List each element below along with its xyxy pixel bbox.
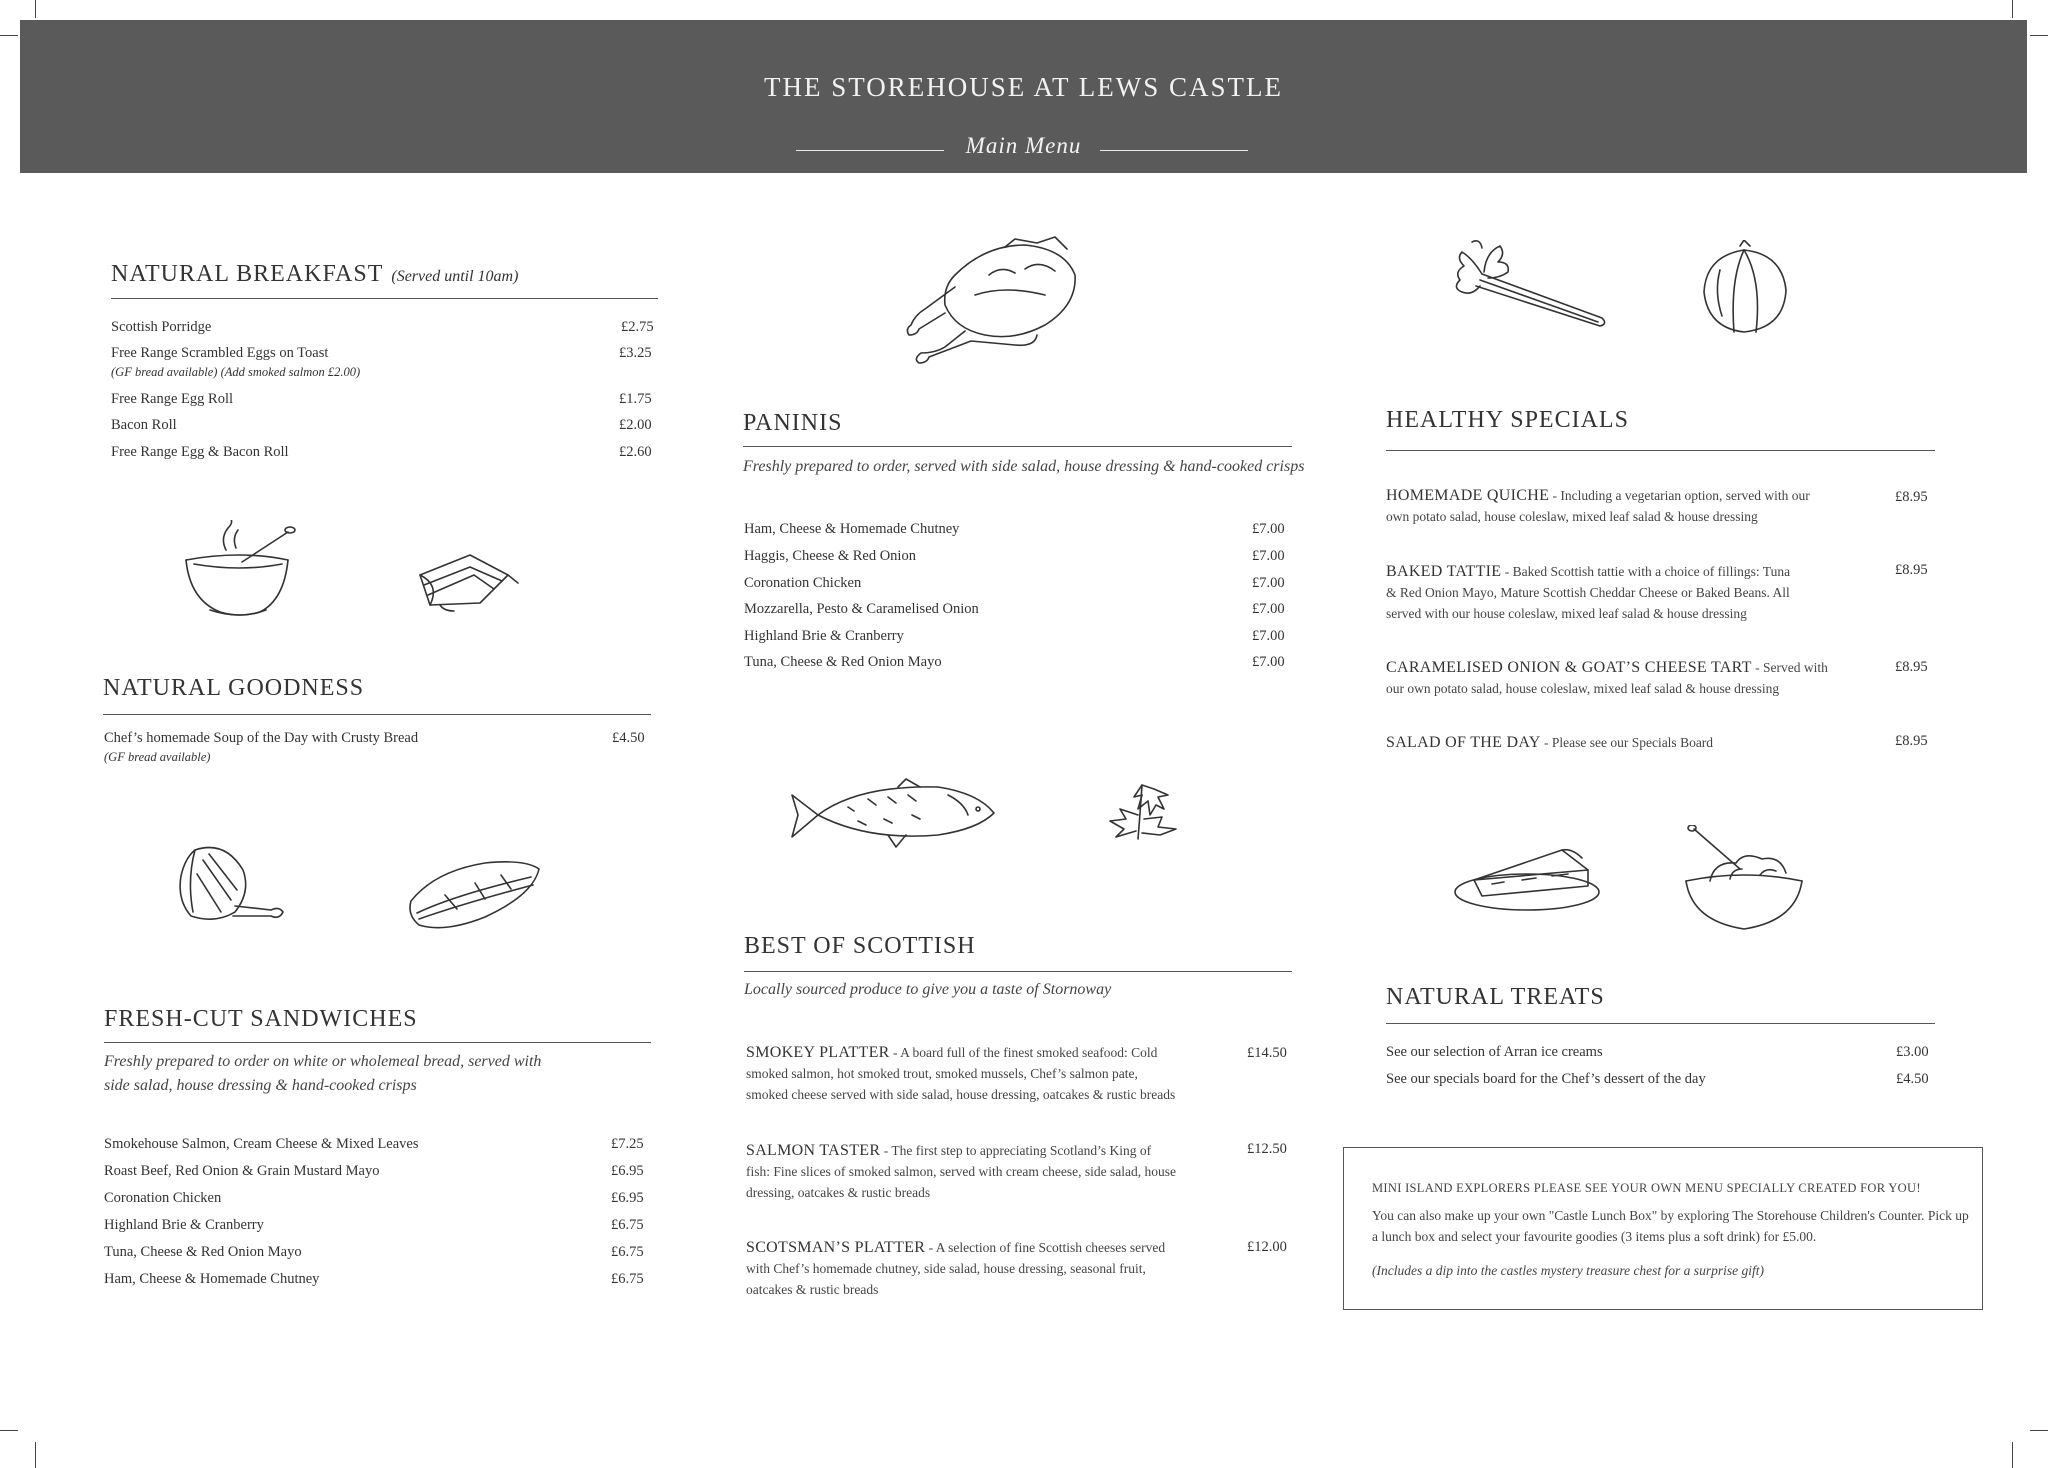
- healthy-title: HEALTHY SPECIALS: [1386, 407, 1629, 433]
- porridge-bowl-sketch: [180, 520, 300, 620]
- item-price: £8.95: [1895, 733, 1928, 749]
- celery-sketch: [1452, 238, 1612, 330]
- item-name: SMOKEY PLATTER: [746, 1044, 890, 1061]
- breakfast-note: (Served until 10am): [391, 268, 519, 285]
- item-name: SALMON TASTER: [746, 1142, 881, 1159]
- item-name: Ham, Cheese & Homemade Chutney: [104, 1271, 320, 1287]
- crop-mark: [2030, 35, 2048, 36]
- item-name: Tuna, Cheese & Red Onion Mayo: [104, 1244, 302, 1260]
- baguette-sketch: [405, 855, 545, 935]
- ham-sketch: [175, 840, 293, 926]
- special-item: SALAD OF THE DAY - Please see our Specials Board: [1386, 734, 1714, 751]
- item-name: Chef’s homemade Soup of the Day with Crusty Bread: [104, 730, 419, 746]
- healthy-rule: [1386, 450, 1935, 451]
- item-price: £7.25: [611, 1136, 644, 1152]
- item-name: Scottish Porridge: [111, 319, 212, 335]
- herb-leaf-sketch: [1098, 775, 1184, 845]
- sandwich-sketch: [410, 545, 522, 617]
- item-price: £8.95: [1895, 562, 1928, 578]
- platter-item: SMOKEY PLATTER - A board full of the finest smoked seafood: Cold smoked salmon, hot smoked trout, smoked mussels, Chef’s salmon pate, smoked cheese served with side salad, house dressing, oatcakes & rustic breads: [746, 1044, 1176, 1102]
- item-price: £1.75: [619, 391, 652, 407]
- scottish-rule: [744, 971, 1292, 972]
- item-name: HOMEMADE QUICHE: [1386, 487, 1550, 504]
- item-price: £2.00: [619, 417, 652, 433]
- paninis-intro: Freshly prepared to order, served with side salad, house dressing & hand-cooked crisps: [743, 458, 1305, 475]
- goodness-title: NATURAL GOODNESS: [103, 675, 365, 701]
- item-name: Bacon Roll: [111, 417, 177, 433]
- crop-mark: [0, 35, 18, 36]
- item-price: £6.75: [611, 1217, 644, 1233]
- cheesecake-sketch: [1452, 840, 1602, 915]
- item-price: £7.00: [1252, 575, 1285, 591]
- item-price: £7.00: [1252, 548, 1285, 564]
- item-price: £7.00: [1252, 654, 1285, 670]
- breakfast-title: NATURAL BREAKFAST (Served until 10am): [111, 261, 519, 287]
- ice-cream-bowl-sketch: [1680, 825, 1810, 933]
- item-price: £8.95: [1895, 489, 1928, 505]
- item-name: Free Range Scrambled Eggs on Toast: [111, 345, 329, 361]
- item-name: CARAMELISED ONION & GOAT’S CHEESE TART: [1386, 659, 1752, 676]
- item-price: £14.50: [1247, 1045, 1287, 1061]
- item-price: £6.75: [611, 1271, 644, 1287]
- item-price: £2.60: [619, 444, 652, 460]
- kids-footnote: (Includes a dip into the castles mystery treasure chest for a surprise gift): [1372, 1263, 1764, 1278]
- scottish-title: BEST OF SCOTTISH: [744, 933, 976, 959]
- crop-mark: [2012, 1442, 2013, 1468]
- crop-mark: [0, 1430, 18, 1431]
- paninis-title: PANINIS: [743, 410, 843, 436]
- item-name: Ham, Cheese & Homemade Chutney: [744, 521, 960, 537]
- item-name: Free Range Egg Roll: [111, 391, 234, 407]
- item-note: (GF bread available) (Add smoked salmon £2.00): [111, 365, 361, 379]
- item-name: SCOTSMAN’S PLATTER: [746, 1239, 926, 1256]
- item-price: £7.00: [1252, 601, 1285, 617]
- onion-sketch: [1700, 240, 1790, 336]
- crop-mark: [35, 1442, 36, 1468]
- item-price: £4.50: [612, 730, 645, 746]
- scottish-intro: Locally sourced produce to give you a taste of Stornoway: [744, 981, 1112, 998]
- header-rule-right: [1100, 150, 1248, 151]
- item-price: £12.00: [1247, 1239, 1287, 1255]
- restaurant-name: THE STOREHOUSE AT LEWS CASTLE: [763, 72, 1284, 102]
- crop-mark: [2012, 0, 2013, 18]
- item-name: Haggis, Cheese & Red Onion: [744, 548, 916, 564]
- breakfast-rule: [111, 298, 658, 299]
- item-name: Coronation Chicken: [104, 1190, 222, 1206]
- item-price: £8.95: [1895, 659, 1928, 675]
- item-price: £3.00: [1896, 1044, 1929, 1060]
- item-price: £6.95: [611, 1163, 644, 1179]
- crop-mark: [2030, 1430, 2048, 1431]
- sandwiches-intro: Freshly prepared to order on white or wholemeal bread, served with side salad, house dressing & hand-cooked crisps: [104, 1053, 542, 1094]
- item-price: £2.75: [621, 319, 654, 335]
- item-price: £6.95: [611, 1190, 644, 1206]
- menu-subtitle: Main Menu: [965, 133, 1082, 158]
- item-price: £4.50: [1896, 1071, 1929, 1087]
- kids-description: You can also make up your own "Castle Lunch Box" by exploring The Storehouse Children's Counter. Pick up a lunch box and select your favourite goodies (3 items plus a soft drink) for £5.00.: [1372, 1208, 1969, 1244]
- sandwiches-rule: [104, 1042, 651, 1043]
- treats-rule: [1386, 1023, 1935, 1024]
- treats-title: NATURAL TREATS: [1386, 984, 1605, 1010]
- item-price: £3.25: [619, 345, 652, 361]
- chicken-sketch: [905, 235, 1090, 365]
- platter-item: SCOTSMAN’S PLATTER - A selection of fine Scottish cheeses served with Chef’s homemade chutney, side salad, house dressing, seasonal fruit, oatcakes & rustic breads: [746, 1239, 1166, 1297]
- item-name: Roast Beef, Red Onion & Grain Mustard Mayo: [104, 1163, 380, 1179]
- item-price: £12.50: [1247, 1141, 1287, 1157]
- item-name: Mozzarella, Pesto & Caramelised Onion: [744, 601, 979, 617]
- item-name: See our selection of Arran ice creams: [1386, 1044, 1603, 1060]
- item-name: Smokehouse Salmon, Cream Cheese & Mixed Leaves: [104, 1136, 419, 1152]
- item-name: See our specials board for the Chef’s dessert of the day: [1386, 1071, 1706, 1087]
- kids-headline: MINI ISLAND EXPLORERS PLEASE SEE YOUR OWN MENU SPECIALLY CREATED FOR YOU!: [1372, 1181, 1921, 1195]
- item-name: Tuna, Cheese & Red Onion Mayo: [744, 654, 942, 670]
- special-item: BAKED TATTIE - Baked Scottish tattie with a choice of fillings: Tuna & Red Onion Mayo, Mature Scottish Cheddar Cheese or Baked Beans. All served with our house coleslaw, mixed leaf salad & house dressing: [1386, 563, 1791, 621]
- item-name: BAKED TATTIE: [1386, 563, 1502, 580]
- item-name: SALAD OF THE DAY: [1386, 734, 1541, 751]
- item-name: Coronation Chicken: [744, 575, 862, 591]
- item-price: £7.00: [1252, 628, 1285, 644]
- goodness-rule: [103, 714, 651, 715]
- item-name: Free Range Egg & Bacon Roll: [111, 444, 289, 460]
- menu-header: [20, 20, 2027, 173]
- item-price: £7.00: [1252, 521, 1285, 537]
- kids-lunch-box-notice: [1343, 1147, 1983, 1310]
- sandwiches-title: FRESH-CUT SANDWICHES: [104, 1006, 418, 1032]
- item-name: Highland Brie & Cranberry: [744, 628, 904, 644]
- item-price: £6.75: [611, 1244, 644, 1260]
- special-item: HOMEMADE QUICHE - Including a vegetarian option, served with our own potato salad, house coleslaw, mixed leaf salad & house dressing: [1386, 487, 1810, 524]
- item-note: (GF bread available): [104, 750, 211, 764]
- platter-item: SALMON TASTER - The first step to appreciating Scotland’s King of fish: Fine slices of smoked salmon, served with cream cheese, side salad, house dressing, oatcakes & rustic breads: [746, 1142, 1177, 1200]
- paninis-rule: [743, 446, 1292, 447]
- crop-mark: [35, 0, 36, 18]
- item-name: Highland Brie & Cranberry: [104, 1217, 264, 1233]
- salmon-sketch: [788, 775, 998, 855]
- special-item: CARAMELISED ONION & GOAT’S CHEESE TART - Served with our own potato salad, house coleslaw, mixed leaf salad & house dressing: [1386, 659, 1828, 696]
